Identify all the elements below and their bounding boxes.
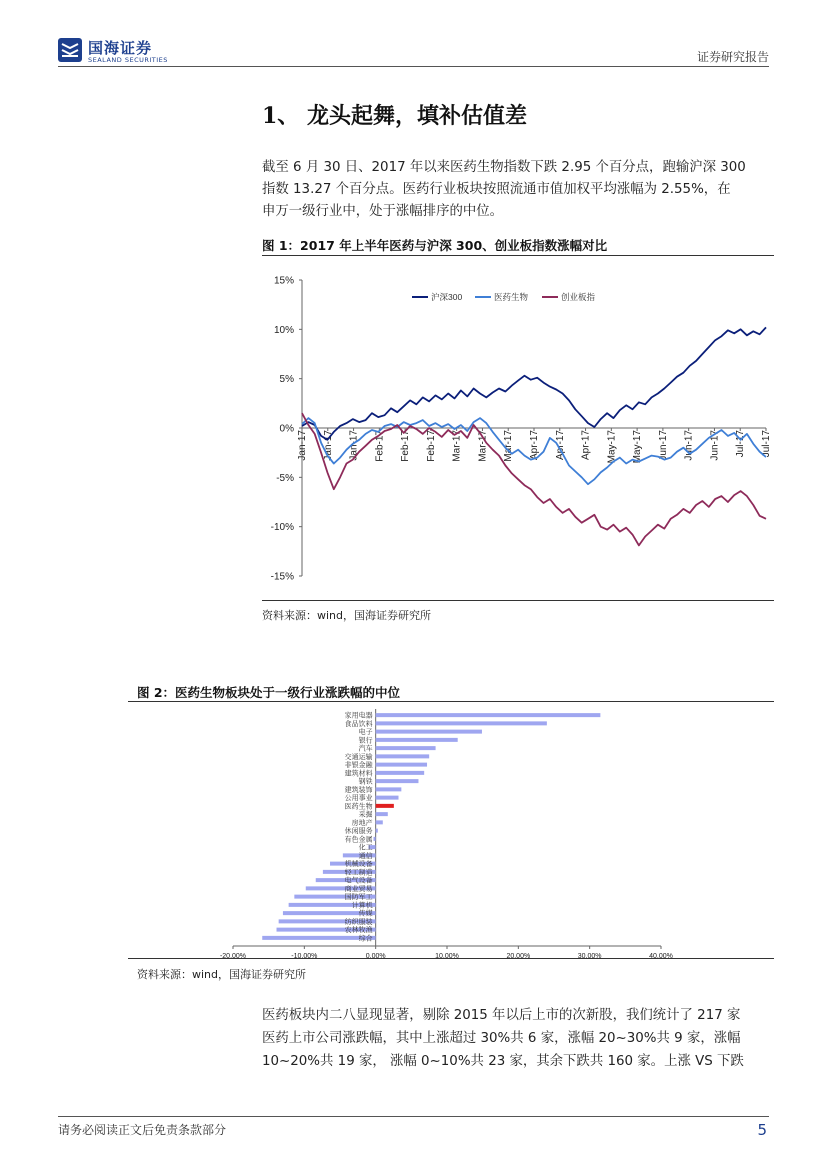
category-label: 国防军工 xyxy=(344,894,373,902)
x-tick-label: Jan-17 xyxy=(297,430,308,461)
x-tick-label: -10.00% xyxy=(291,953,318,958)
y-tick-label: 15% xyxy=(273,275,294,287)
section-heading: 1、 龙头起舞，填补估值差 xyxy=(262,103,527,129)
body-paragraph xyxy=(262,1004,774,1073)
x-tick-label: 30.00% xyxy=(577,953,602,958)
category-label: 食品饮料 xyxy=(344,720,373,728)
figure1-line-chart xyxy=(262,258,774,600)
x-tick-label: Mar-17 xyxy=(451,430,463,462)
bar xyxy=(376,713,601,717)
category-label: 休闲服务 xyxy=(344,828,373,836)
category-label: 计算机 xyxy=(351,902,373,910)
figure2-title: 图 2：医药生物板块处于一级行业涨跌幅的中位 xyxy=(137,685,401,700)
legend-label: 医药生物 xyxy=(494,292,529,302)
category-label: 通信 xyxy=(358,852,373,860)
x-tick-label: May-17 xyxy=(632,430,644,464)
footer-rule xyxy=(58,1116,769,1117)
footer-disclaimer: 请务必阅读正文后免责条款部分 xyxy=(58,1123,227,1137)
body-line: 医药板块内二八显现显著，剔除 2015 年以后上市的次新股，我们统计了 217 家 xyxy=(262,1008,741,1023)
x-tick-label: May-17 xyxy=(606,430,618,464)
x-tick-label: Jun-17 xyxy=(657,430,669,461)
figure2-source: 资料来源：wind，国海证券研究所 xyxy=(137,968,307,981)
bar xyxy=(376,738,458,742)
category-label: 交通运输 xyxy=(344,753,373,761)
category-label: 非银金融 xyxy=(344,762,373,770)
y-tick-label: 10% xyxy=(273,324,294,336)
figure1-title-rule xyxy=(262,255,774,256)
report-type: 证券研究报告 xyxy=(696,50,769,64)
figure1-source: 资料来源：wind，国海证券研究所 xyxy=(262,609,432,622)
category-label: 综合 xyxy=(358,935,373,943)
logo-mark-icon xyxy=(58,38,82,62)
category-label: 有色金属 xyxy=(344,836,373,844)
category-label: 医药生物 xyxy=(344,803,373,811)
y-tick-label: -15% xyxy=(270,571,294,583)
bar xyxy=(376,820,383,824)
x-tick-label: -20.00% xyxy=(219,953,247,958)
category-label: 公用事业 xyxy=(344,795,373,803)
x-tick-label: Apr-17 xyxy=(554,430,566,461)
x-tick-label: Jun-17 xyxy=(683,430,695,461)
y-tick-label: 0% xyxy=(279,423,294,435)
logo xyxy=(58,36,178,66)
category-label: 房地产 xyxy=(351,819,373,827)
category-label: 机械设备 xyxy=(344,861,373,869)
intro-line: 指数 13.27 个百分点。医药行业板块按照流通市值加权平均涨幅为 2.55%，在 xyxy=(262,182,731,197)
category-label: 钢铁 xyxy=(358,778,373,786)
bar xyxy=(376,779,419,783)
bar xyxy=(376,763,427,767)
category-label: 银行 xyxy=(358,737,373,745)
company-name: 国海证券 xyxy=(88,39,153,57)
x-tick-label: Feb-17 xyxy=(400,430,412,462)
company-name-en: SEALAND SECURITIES xyxy=(88,56,168,64)
x-tick-label: Jul-17 xyxy=(761,430,772,458)
bar xyxy=(376,754,430,758)
x-tick-label: Apr-17 xyxy=(580,430,592,461)
x-tick-label: 20.00% xyxy=(506,953,531,958)
bar xyxy=(376,829,378,833)
header-rule xyxy=(58,66,769,67)
category-label: 家用电器 xyxy=(344,712,373,720)
figure2-title-rule xyxy=(128,701,774,702)
x-tick-label: Jan-17 xyxy=(348,430,360,461)
x-tick-label: Apr-17 xyxy=(529,430,540,461)
x-tick-label: Jan-17 xyxy=(322,430,334,461)
bar xyxy=(374,837,376,841)
page-number: 5 xyxy=(757,1121,767,1139)
intro-line: 截至 6 月 30 日、2017 年以来医药生物指数下跌 2.95 个百分点，跑输沪深 300 xyxy=(262,160,746,175)
intro-paragraph xyxy=(262,157,772,223)
y-tick-label: 5% xyxy=(279,374,294,386)
x-tick-label: 10.00% xyxy=(435,953,459,958)
category-label: 采掘 xyxy=(358,811,373,819)
bar xyxy=(376,796,399,800)
category-label: 电气设备 xyxy=(344,877,373,885)
legend-label: 沪深300 xyxy=(431,292,463,302)
bar xyxy=(376,804,394,808)
category-label: 传媒 xyxy=(358,910,373,918)
intro-line: 申万一级行业中，处于涨幅排序的中位。 xyxy=(262,204,504,219)
y-tick-label: -5% xyxy=(276,472,294,484)
figure2-bottom-rule xyxy=(128,958,774,959)
category-label: 建筑材料 xyxy=(344,770,373,778)
bar xyxy=(376,787,402,791)
x-tick-label: Feb-17 xyxy=(425,430,437,462)
x-tick-label: 40.00% xyxy=(649,953,673,958)
x-tick-label: Jul-17 xyxy=(735,430,747,458)
figure1-bottom-rule xyxy=(262,600,774,601)
figure1-title: 图 1：2017 年上半年医药与沪深 300、创业板指数涨幅对比 xyxy=(262,238,608,253)
category-label: 建筑装饰 xyxy=(344,786,373,794)
category-label: 轻工制造 xyxy=(344,869,373,877)
bar xyxy=(376,746,436,750)
category-label: 化工 xyxy=(358,844,373,852)
category-label: 汽车 xyxy=(358,745,373,753)
category-label: 电子 xyxy=(358,729,373,737)
category-label: 商业贸易 xyxy=(344,885,373,893)
series-line-1 xyxy=(302,327,766,439)
figure2-bar-chart xyxy=(128,703,774,958)
y-tick-label: -10% xyxy=(270,522,294,534)
x-tick-label: Feb-17 xyxy=(374,430,386,462)
x-tick-label: Mar-17 xyxy=(477,430,489,462)
x-tick-label: 0.00% xyxy=(365,953,386,958)
category-label: 纺织服装 xyxy=(344,918,373,926)
bar xyxy=(376,721,547,725)
body-line: 10~20%共 19 家， 涨幅 0~10%共 23 家，其余下跌共 160 家。上涨 VS 下跌 xyxy=(262,1054,744,1069)
bar xyxy=(376,771,425,775)
bar xyxy=(376,730,482,734)
category-label: 农林牧渔 xyxy=(344,927,373,935)
x-tick-label: Mar-17 xyxy=(503,430,515,462)
legend-label: 创业板指 xyxy=(561,292,596,302)
body-line: 医药上市公司涨跌幅，其中上涨超过 30%共 6 家，涨幅 20~30%共 9 家，涨幅 xyxy=(262,1031,741,1046)
x-tick-label: Jun-17 xyxy=(709,430,721,461)
bar xyxy=(376,812,388,816)
